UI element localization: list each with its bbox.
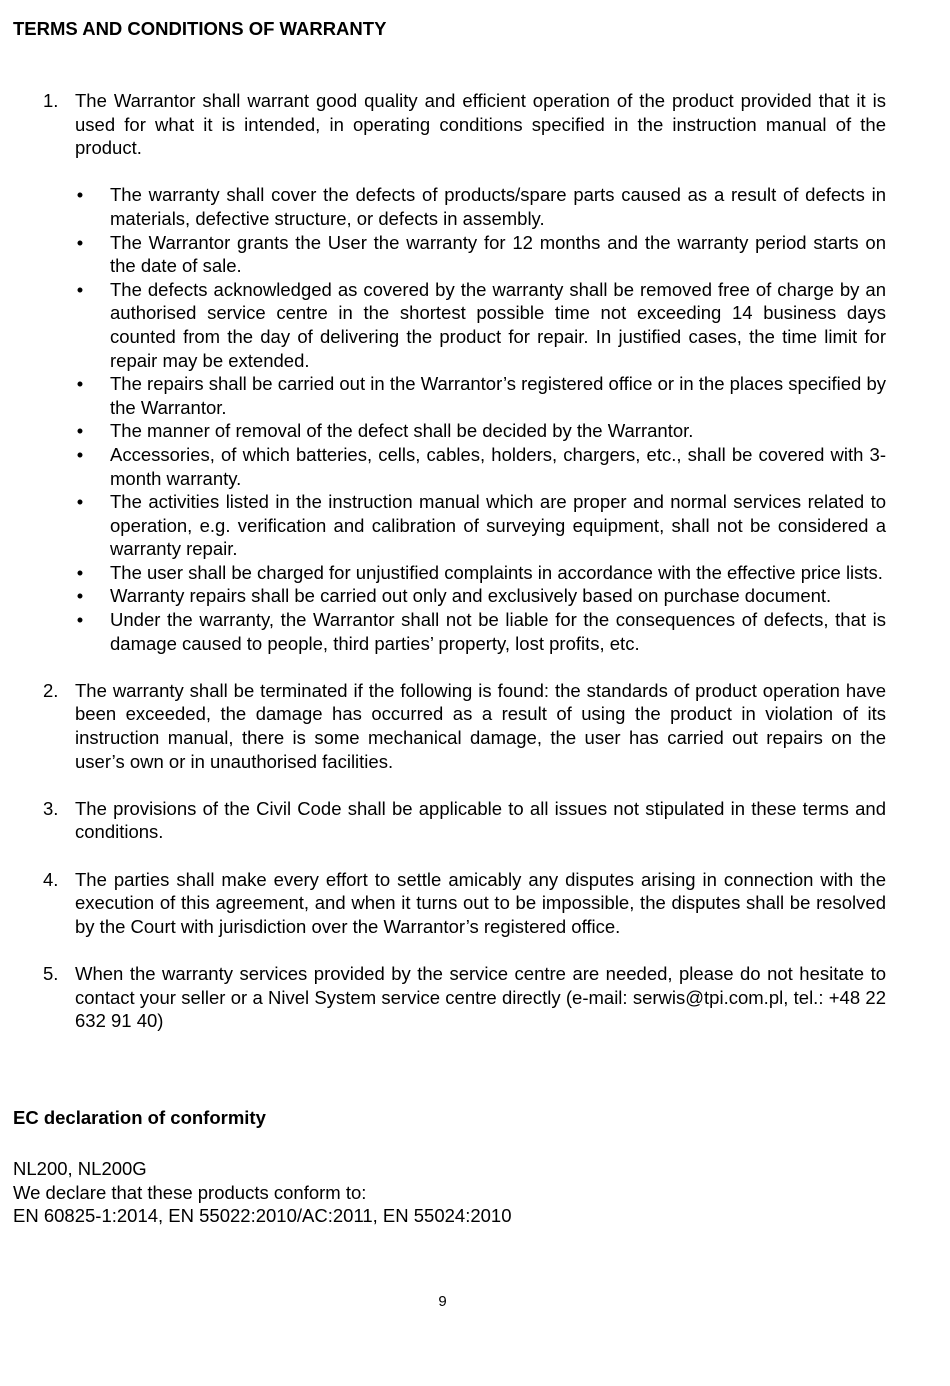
item-text: The Warrantor shall warrant good quality and efficient operation of the product provided that it is used for what it is intended, in operating conditions specified in the instruction manual of the product. [75, 90, 886, 159]
bullet-item [75, 372, 886, 419]
bullet-text: The user shall be charged for unjustified complaints in accordance with the effective price lists. [110, 561, 883, 583]
bullet-icon: • [76, 278, 84, 300]
bullet-icon: • [76, 373, 84, 395]
ec-models: NL200, NL200G [13, 1158, 147, 1179]
item-number: 4. [43, 868, 59, 890]
bullet-text: Accessories, of which batteries, cells, cables, holders, chargers, etc., shall be covered with 3-month warranty. [110, 443, 886, 489]
bullet-text: The warranty shall cover the defects of products/spare parts caused as a result of defects in materials, defective structure, or defects in assembly. [110, 184, 886, 229]
bullet-icon: • [76, 585, 84, 607]
ec-standards: EN 60825-1:2014, EN 55022:2010/AC:2011, EN 55024:2010 [13, 1205, 512, 1227]
bullet-item [75, 183, 886, 230]
bullet-item [75, 561, 886, 585]
terms-item-1 [0, 89, 950, 655]
bullet-text: The manner of removal of the defect shall be decided by the Warrantor. [110, 420, 694, 442]
bullet-text: The repairs shall be carried out in the Warrantor’s registered office or in the places specified by the Warrantor. [110, 373, 886, 418]
bullet-item [75, 419, 886, 443]
bullet-item [75, 443, 886, 490]
bullet-icon: • [76, 443, 84, 465]
page-number: 9 [438, 1293, 447, 1310]
item-text: The provisions of the Civil Code shall be applicable to all issues not stipulated in these terms and conditions. [75, 797, 886, 843]
page-title: TERMS AND CONDITIONS OF WARRANTY [13, 18, 387, 39]
bullet-text: The Warrantor grants the User the warranty for 12 months and the warranty period starts on the date of sale. [110, 231, 886, 277]
terms-item-5 [0, 962, 950, 1033]
terms-list [0, 89, 950, 1033]
ec-declaration-heading: EC declaration of conformity [13, 1107, 266, 1128]
terms-item-2 [0, 679, 950, 773]
bullet-item [75, 584, 886, 608]
bullet-icon: • [76, 561, 84, 583]
bullet-icon: • [76, 609, 84, 631]
item-number: 5. [43, 962, 59, 984]
bullet-item [75, 278, 886, 372]
bullet-icon: • [76, 420, 84, 442]
ec-statement: We declare that these products conform to: [13, 1181, 367, 1203]
bullet-item [75, 490, 886, 561]
item-number: 2. [43, 679, 59, 701]
warranty-bullet-list [75, 183, 886, 655]
item-text: When the warranty services provided by the service centre are needed, please do not hesitate to contact your seller or a Nivel System service centre directly (e-mail: serwis@tpi.com.pl, tel.: +48 22 632 91 40) [75, 962, 886, 1032]
bullet-text: Under the warranty, the Warrantor shall not be liable for the consequences of defects, that is damage caused to people, third parties’ property, lost profits, etc. [110, 609, 886, 654]
item-text: The warranty shall be terminated if the following is found: the standards of product operation have been exceeded, the damage has occurred as a result of using the product in violation of its instruction manual, there is some mechanical damage, the user has carried out repairs on the user’s own or in unauthorised facilities. [75, 679, 886, 772]
bullet-item [75, 608, 886, 655]
bullet-text: The activities listed in the instruction manual which are proper and normal services related to operation, e.g. verification and calibration of surveying equipment, shall not be considered a warranty repair. [110, 491, 886, 560]
bullet-text: Warranty repairs shall be carried out only and exclusively based on purchase document. [110, 585, 832, 607]
ec-declaration-body [13, 1157, 512, 1228]
terms-item-4 [0, 868, 950, 939]
item-number: 3. [43, 797, 59, 819]
item-text: The parties shall make every effort to settle amicably any disputes arising in connection with the execution of this agreement, and when it turns out to be impossible, the disputes shall be resolved by the Court with jurisdiction over the Warrantor’s registered office. [75, 868, 886, 937]
item-number: 1. [43, 90, 59, 111]
bullet-item [75, 231, 886, 278]
bullet-icon: • [76, 491, 84, 513]
bullet-icon: • [76, 231, 84, 253]
terms-item-3 [0, 797, 950, 844]
bullet-icon: • [76, 184, 84, 206]
bullet-text: The defects acknowledged as covered by the warranty shall be removed free of charge by an authorised service centre in the shortest possible time not exceeding 14 business days counted from the day of delivering the product for repair. In justified cases, the time limit for repair may be extended. [110, 278, 886, 371]
